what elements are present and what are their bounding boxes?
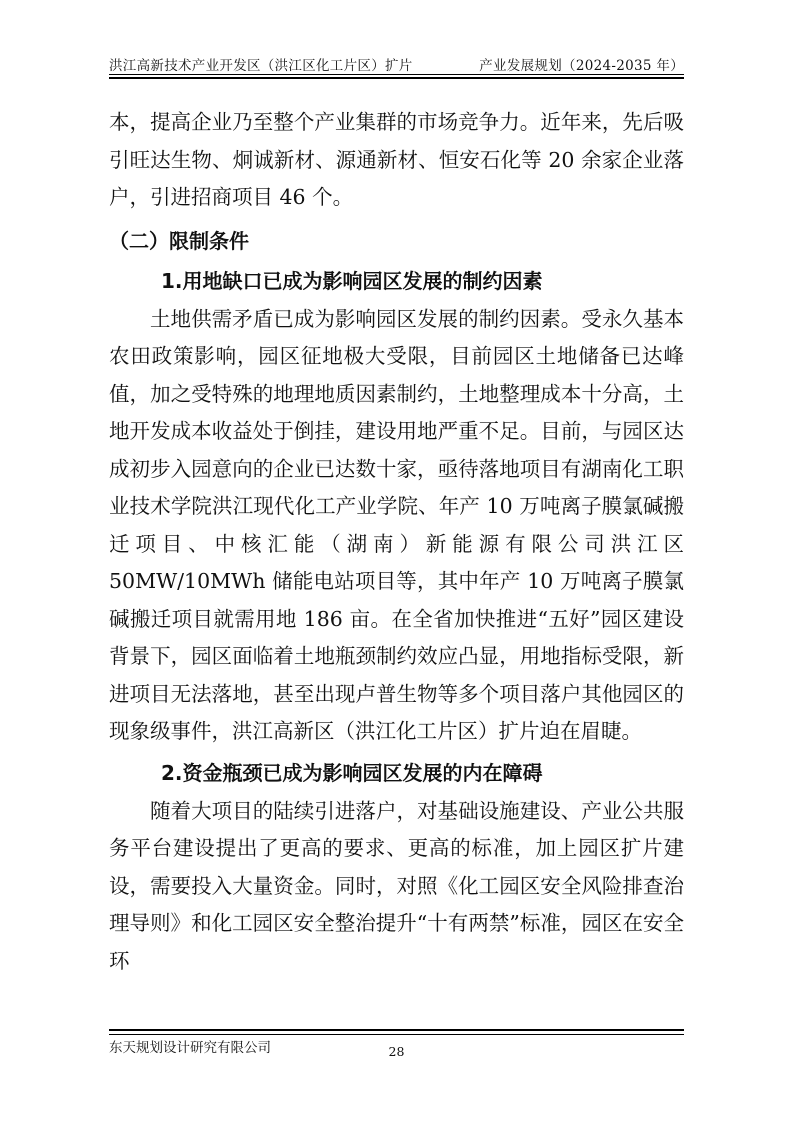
page-number: 28 [388,1044,405,1059]
subsection-heading-2: 2.资金瓶颈已成为影响园区发展的内在障碍 [161,760,543,785]
header-subtitle: 产业发展规划（2024-2035 年） [479,58,684,74]
header-rule-thick [109,77,684,79]
page-header [109,52,684,74]
header-rule [109,74,684,75]
footer-company: 东天规划设计研究有限公司 [109,1040,271,1056]
intro-paragraph: 本，提高企业乃至整个产业集群的市场竞争力。近年来，先后吸引旺达生物、炯诚新材、源通新材、恒安石化等 20 余家企业落户，引进招商项目 46 个。 [109,110,684,209]
header-title: 洪江高新技术产业开发区（洪江区化工片区）扩片 [109,58,413,74]
section-heading: （二）限制条件 [109,228,249,253]
page-body [109,104,684,980]
footer-rule-thick [109,1029,684,1031]
subsection-paragraph-2: 随着大项目的陆续引进落户，对基础设施建设、产业公共服务平台建设提出了更高的要求、更高的标准，加上园区扩片建设，需要投入大量资金。同时，对照《化工园区安全风险排查治理导则》和化工园区安全整治提升“十有两禁”标准，园区在安全环 [109,798,684,973]
footer-rule [109,1034,684,1035]
subsection-heading-1: 1.用地缺口已成为影响园区发展的制约因素 [161,268,543,293]
subsection-paragraph-1: 土地供需矛盾已成为影响园区发展的制约因素。受永久基本农田政策影响，园区征地极大受限，目前园区土地储备已达峰值，加之受特殊的地理地质因素制约，土地整理成本十分高，土地开发成本收益处于倒挂，建设用地严重不足。目前，与园区达成初步入园意向的企业已达数十家，亟待落地项目有湖南化工职业技术学院洪江现代化工产业学院、年产 10 万吨离子膜氯碱搬迁项目、中核汇能（湖南）新能源有限公司洪江区 50MW/10MWh 储能电站项目等，其中年产 10 万吨离子膜氯碱搬迁项目就需用地 186 亩。在全省加快推进“五好”园区建设背景下，园区面临着土地瓶颈制约效应凸显，用地指标受限，新进项目无法落地，甚至出现卢普生物等多个项目落户其他园区的现象级事件，洪江高新区（洪江化工片区）扩片迫在眉睫。 [109,306,684,743]
